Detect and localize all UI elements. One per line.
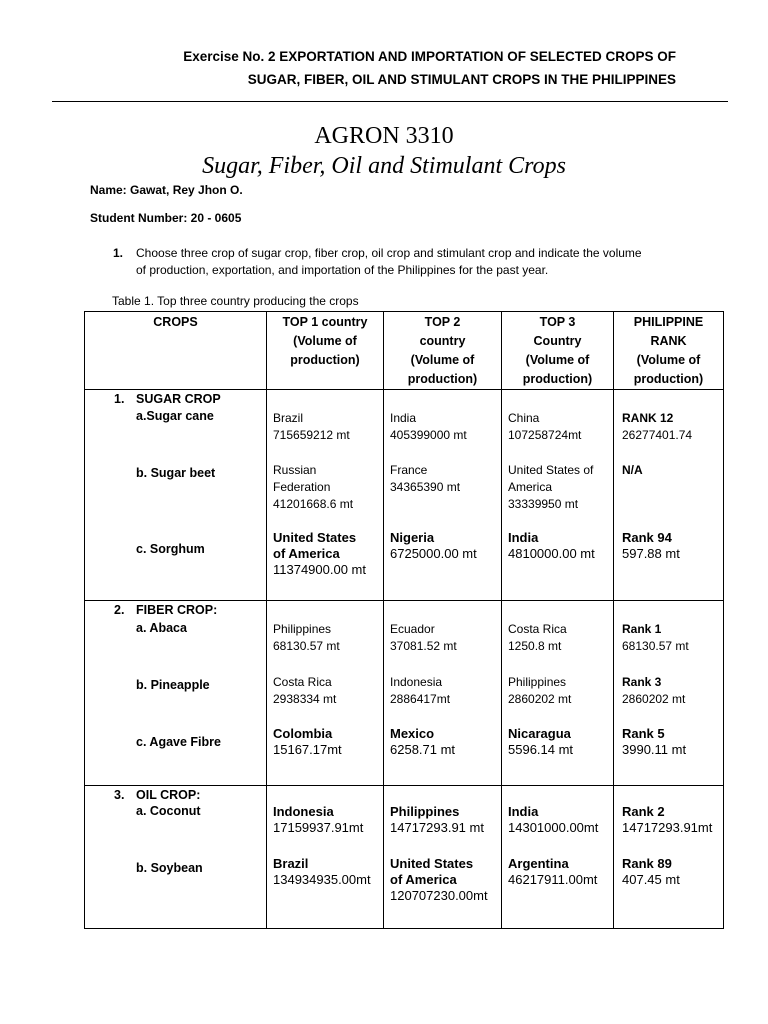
volume-value: 405399000 mt — [390, 428, 467, 442]
country-entry — [390, 462, 460, 496]
top1-country-cell — [267, 601, 384, 786]
country-entry — [508, 462, 593, 513]
country-name: Rank 89 — [622, 856, 672, 871]
country-entry — [273, 462, 353, 513]
rank-entry — [622, 804, 712, 836]
volume-value: 4810000.00 mt — [508, 546, 595, 561]
header-top3: TOP 3 Country (Volume of production) — [502, 312, 614, 390]
country-name: Brazil — [273, 856, 309, 871]
header-divider — [52, 101, 728, 102]
volume-value: 37081.52 mt — [390, 639, 457, 653]
country-name: Ecuador — [390, 622, 435, 636]
volume-value: 14301000.00mt — [508, 820, 599, 835]
country-name: France — [390, 463, 428, 477]
country-name: India — [508, 804, 539, 819]
volume-value: 120707230.00mt — [390, 888, 488, 903]
top2-country-cell — [384, 390, 502, 601]
header-philippine-rank: PHILIPPINE RANK (Volume of production) — [614, 312, 724, 390]
course-code: AGRON 3310 — [314, 123, 454, 149]
volume-value: 14717293.91mt — [622, 820, 713, 835]
volume-value: 107258724mt — [508, 428, 582, 442]
country-name: India — [390, 411, 417, 425]
question-line-1: Choose three crop of sugar crop, fiber crop, oil crop and stimulant crop and indicate the volume — [136, 246, 642, 260]
country-name: Philippines — [273, 622, 332, 636]
top2-country-cell — [384, 786, 502, 929]
country-entry — [390, 726, 455, 758]
country-name: Philippines — [508, 675, 567, 689]
country-entry — [273, 621, 340, 655]
crop-name-cell — [85, 601, 267, 786]
top1-country-cell — [267, 390, 384, 601]
country-name: Mexico — [390, 726, 435, 741]
volume-value: 34365390 mt — [390, 480, 461, 494]
volume-value: 6725000.00 mt — [390, 546, 477, 561]
country-entry — [508, 674, 571, 708]
volume-value: 134934935.00mt — [273, 872, 371, 887]
crop-label: a. Abaca — [136, 621, 187, 635]
table-group-row — [85, 601, 724, 786]
country-name: Colombia — [273, 726, 333, 741]
volume-value: 5596.14 mt — [508, 742, 574, 757]
country-entry — [508, 530, 595, 562]
country-name: of America — [390, 872, 457, 887]
country-entry — [390, 804, 484, 836]
rank-entry — [622, 410, 692, 444]
country-name: Rank 1 — [622, 622, 662, 636]
country-name: India — [508, 530, 539, 545]
country-entry — [508, 621, 567, 655]
country-entry — [273, 410, 350, 444]
country-entry — [508, 804, 598, 836]
crop-name-cell — [85, 390, 267, 601]
country-name: Indonesia — [390, 675, 443, 689]
header-top1: TOP 1 country (Volume of production) — [267, 312, 384, 390]
philippine-rank-cell — [614, 390, 724, 601]
rank-entry — [622, 856, 680, 888]
student-name: Name: Gawat, Rey Jhon O. — [90, 183, 243, 197]
country-name: United States of — [508, 463, 594, 477]
top2-country-cell — [384, 601, 502, 786]
rank-entry — [622, 726, 686, 758]
country-entry — [508, 856, 597, 888]
table-caption: Table 1. Top three country producing the crops — [112, 294, 359, 308]
rank-entry — [622, 674, 685, 708]
volume-value: 1250.8 mt — [508, 639, 562, 653]
country-entry — [390, 856, 488, 904]
crop-label: b. Pineapple — [136, 678, 210, 692]
rank-entry — [622, 462, 643, 479]
country-name: United States — [390, 856, 474, 871]
volume-value: 597.88 mt — [622, 546, 680, 561]
top3-country-cell — [502, 601, 614, 786]
philippine-rank-cell — [614, 601, 724, 786]
volume-value: 41201668.6 mt — [273, 497, 354, 511]
crop-label: b. Soybean — [136, 861, 203, 875]
volume-value: 2938334 mt — [273, 692, 337, 706]
country-name: Nicaragua — [508, 726, 571, 741]
table-header-row — [85, 312, 724, 390]
country-name: Argentina — [508, 856, 569, 871]
question-line-2: of production, exportation, and importation of the Philippines for the past year. — [136, 263, 549, 277]
country-entry — [273, 674, 336, 708]
group-title: FIBER CROP: — [136, 603, 218, 617]
country-entry — [273, 856, 371, 888]
country-entry — [273, 726, 342, 758]
crop-label: a. Coconut — [136, 804, 201, 818]
country-name: Indonesia — [273, 804, 334, 819]
country-name: Costa Rica — [508, 622, 567, 636]
volume-value: 15167.17mt — [273, 742, 342, 757]
volume-value: 26277401.74 — [622, 428, 693, 442]
philippine-rank-cell — [614, 786, 724, 929]
country-name: Federation — [273, 480, 331, 494]
group-title: OIL CROP: — [136, 788, 201, 802]
volume-value: 11374900.00 mt — [273, 562, 366, 577]
country-name: Russian — [273, 463, 317, 477]
group-title: SUGAR CROP — [136, 392, 221, 406]
group-number: 3. — [114, 788, 125, 802]
header-top2: TOP 2 country (Volume of production) — [384, 312, 502, 390]
top3-country-cell — [502, 390, 614, 601]
country-name: RANK 12 — [622, 411, 674, 425]
crop-label: c. Agave Fibre — [136, 735, 221, 749]
country-entry — [390, 410, 467, 444]
crops-table — [84, 311, 724, 929]
group-number: 2. — [114, 603, 125, 617]
crop-label: b. Sugar beet — [136, 466, 216, 480]
crop-label: c. Sorghum — [136, 542, 205, 556]
volume-value: 2886417mt — [390, 692, 451, 706]
header-crops: CROPS — [85, 312, 267, 390]
country-name: Rank 94 — [622, 530, 672, 545]
country-name: Rank 5 — [622, 726, 665, 741]
country-entry — [390, 621, 457, 655]
table-group-row — [85, 390, 724, 601]
country-name: America — [508, 480, 553, 494]
country-name: Nigeria — [390, 530, 435, 545]
rank-entry — [622, 621, 689, 655]
crop-label: a.Sugar cane — [136, 409, 214, 423]
volume-value: 14717293.91 mt — [390, 820, 484, 835]
country-entry — [508, 410, 581, 444]
volume-value: 2860202 mt — [508, 692, 572, 706]
volume-value: 407.45 mt — [622, 872, 680, 887]
volume-value: 33339950 mt — [508, 497, 579, 511]
country-name: United States — [273, 530, 357, 545]
country-name: Philippines — [390, 804, 460, 819]
country-entry — [390, 530, 477, 562]
exercise-title-line-1: Exercise No. 2 EXPORTATION AND IMPORTATION OF SELECTED CROPS OF — [183, 49, 676, 64]
question-number: 1. — [113, 246, 124, 260]
top1-country-cell — [267, 786, 384, 929]
crop-name-cell — [85, 786, 267, 929]
volume-value: 2860202 mt — [622, 692, 686, 706]
exercise-title-line-2: SUGAR, FIBER, OIL AND STIMULANT CROPS IN THE PHILIPPINES — [247, 72, 676, 87]
group-number: 1. — [114, 392, 125, 406]
volume-value: 68130.57 mt — [622, 639, 689, 653]
volume-value: 715659212 mt — [273, 428, 350, 442]
country-name: Rank 2 — [622, 804, 665, 819]
rank-entry — [622, 530, 680, 562]
volume-value: 6258.71 mt — [390, 742, 456, 757]
volume-value: 68130.57 mt — [273, 639, 340, 653]
country-name: of America — [273, 546, 340, 561]
country-name: Rank 3 — [622, 675, 662, 689]
course-title: Sugar, Fiber, Oil and Stimulant Crops — [202, 153, 566, 179]
country-name: Brazil — [273, 411, 304, 425]
country-name: N/A — [622, 463, 643, 477]
country-entry — [390, 674, 450, 708]
table-group-row — [85, 786, 724, 929]
volume-value: 17159937.91mt — [273, 820, 364, 835]
volume-value: 46217911.00mt — [508, 872, 598, 887]
country-name: China — [508, 411, 540, 425]
country-entry — [508, 726, 573, 758]
student-number: Student Number: 20 - 0605 — [90, 211, 242, 225]
country-entry — [273, 530, 366, 578]
volume-value: 3990.11 mt — [622, 742, 687, 757]
country-entry — [273, 804, 363, 836]
country-name: Costa Rica — [273, 675, 332, 689]
top3-country-cell — [502, 786, 614, 929]
